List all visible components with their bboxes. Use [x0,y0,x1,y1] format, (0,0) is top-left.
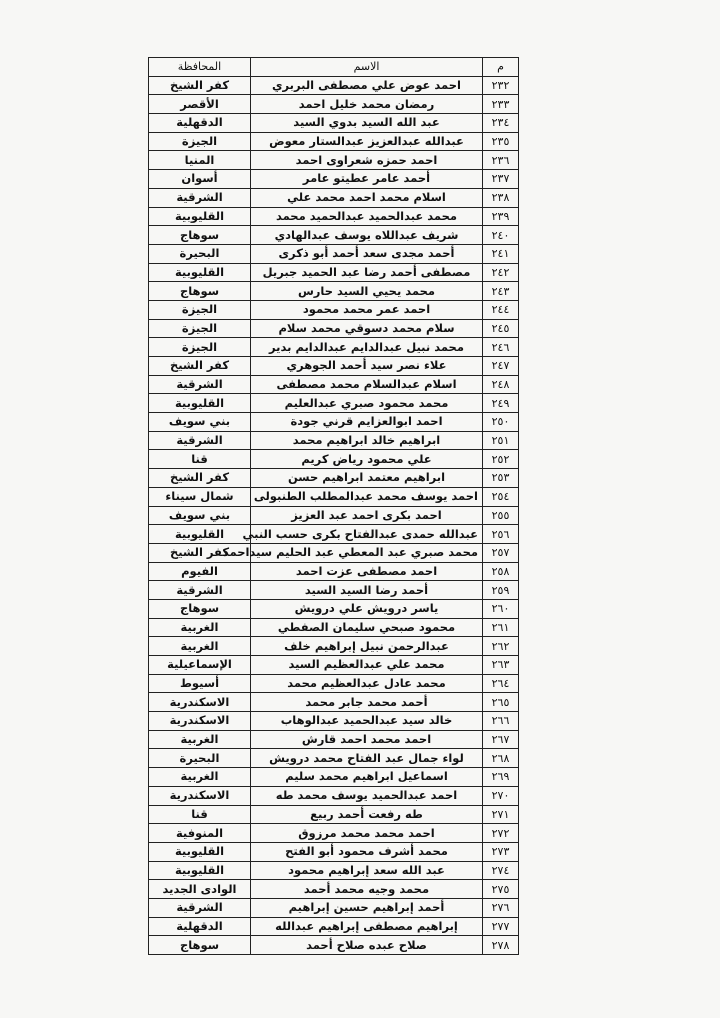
table-row [149,76,519,95]
row-name: لواء جمال عبد الفتاح محمد درويش [251,749,483,768]
table-row [149,114,519,133]
table-row [149,674,519,693]
row-number: ٢٣٨ [483,188,519,207]
row-name: احمد عمر محمد محمود [251,300,483,319]
row-number: ٢٧٧ [483,917,519,936]
table-row [149,936,519,955]
table-row [149,263,519,282]
table-header-row [149,58,519,77]
row-number: ٢٤١ [483,244,519,263]
row-name: اسلام محمد احمد محمد علي [251,188,483,207]
table-row [149,656,519,675]
row-governorate: أسوان [149,170,251,189]
row-name: محمد عبدالحميد عبدالحميد محمد [251,207,483,226]
table-row [149,637,519,656]
row-number: ٢٧٣ [483,842,519,861]
row-governorate: البحيرة [149,749,251,768]
row-governorate: القليوبية [149,394,251,413]
row-number: ٢٥١ [483,431,519,450]
row-governorate: الشرقية [149,375,251,394]
row-governorate: بني سويف [149,413,251,432]
table-row [149,543,519,562]
table-row [149,450,519,469]
row-name: محمد وجيه محمد أحمد [251,880,483,899]
row-number: ٢٥٧ [483,543,519,562]
row-number: ٢٦١ [483,618,519,637]
row-name: أحمد مجدى سعد أحمد أبو ذكرى [251,244,483,263]
table-row [149,170,519,189]
row-governorate: سوهاج [149,599,251,618]
row-governorate: البحيرة [149,244,251,263]
row-governorate: الفيوم [149,562,251,581]
table-row [149,506,519,525]
row-governorate: الأقصر [149,95,251,114]
row-number: ٢٥٣ [483,469,519,488]
row-governorate: الغربية [149,730,251,749]
table-row [149,898,519,917]
row-governorate: الاسكندرية [149,693,251,712]
table-row [149,693,519,712]
row-governorate: القليوبية [149,525,251,544]
row-governorate: القليوبية [149,263,251,282]
row-number: ٢٦٠ [483,599,519,618]
row-governorate: الجيزة [149,300,251,319]
row-name: احمد حمزه شعراوى احمد [251,151,483,170]
row-governorate: قنا [149,805,251,824]
row-name: احمد مصطفى عزت احمد [251,562,483,581]
row-number: ٢٣٦ [483,151,519,170]
row-name: احمد عوض علي مصطفى البربري [251,76,483,95]
row-governorate: القليوبية [149,861,251,880]
table-row [149,861,519,880]
row-number: ٢٦٦ [483,712,519,731]
table-row [149,487,519,506]
row-governorate: الاسكندرية [149,786,251,805]
row-name: شريف عبداللاه يوسف عبدالهادي [251,226,483,245]
row-name: خالد سيد عبدالحميد عبدالوهاب [251,712,483,731]
row-name: عبد الله سعد إبراهيم محمود [251,861,483,880]
row-number: ٢٤٢ [483,263,519,282]
row-name: عبدالله حمدى عبدالفتاح بكرى حسب النبي [251,525,483,544]
row-number: ٢٣٧ [483,170,519,189]
row-governorate: الإسماعيلية [149,656,251,675]
row-name: محمد يحيي السيد حارس [251,282,483,301]
table-row [149,880,519,899]
row-number: ٢٦٥ [483,693,519,712]
row-number: ٢٧١ [483,805,519,824]
row-governorate: القليوبية [149,207,251,226]
row-governorate: سوهاج [149,282,251,301]
row-number: ٢٧٦ [483,898,519,917]
row-number: ٢٥٢ [483,450,519,469]
row-number: ٢٥٥ [483,506,519,525]
row-name: سلام محمد دسوقي محمد سلام [251,319,483,338]
row-number: ٢٥٨ [483,562,519,581]
row-name: محمد نبيل عبدالدايم عبدالدايم بدير [251,338,483,357]
row-governorate: سوهاج [149,226,251,245]
table-row [149,244,519,263]
row-number: ٢٦٩ [483,768,519,787]
row-name: أحمد عامر عطيتو عامر [251,170,483,189]
table-row [149,786,519,805]
table-row [149,768,519,787]
row-name: احمد محمد محمد مرزوق [251,824,483,843]
row-governorate: كفر الشيخ [149,76,251,95]
header-name: الاسم [251,58,483,77]
row-governorate: الدقهلية [149,917,251,936]
row-governorate: المنيا [149,151,251,170]
row-number: ٢٥٦ [483,525,519,544]
row-number: ٢٦٣ [483,656,519,675]
table-row [149,749,519,768]
row-name: ابراهيم خالد ابراهيم محمد [251,431,483,450]
row-governorate: الشرقية [149,188,251,207]
table-row [149,618,519,637]
row-name: علي محمود رياض كريم [251,450,483,469]
row-number: ٢٤٦ [483,338,519,357]
row-governorate: كفر الشيخ [149,357,251,376]
row-name: إبراهيم مصطفى إبراهيم عبدالله [251,917,483,936]
row-number: ٢٦٨ [483,749,519,768]
row-governorate: أسيوط [149,674,251,693]
row-name: احمد بكرى احمد عبد العزيز [251,506,483,525]
row-governorate: الشرقية [149,431,251,450]
row-governorate: قنا [149,450,251,469]
table-row [149,805,519,824]
row-number: ٢٧٤ [483,861,519,880]
table-row [149,151,519,170]
table-row [149,319,519,338]
table-row [149,581,519,600]
table-row [149,469,519,488]
row-name: محمود صبحي سليمان الصفطي [251,618,483,637]
row-governorate: كفر الشيخ [149,543,251,562]
row-name: مصطفى أحمد رضا عبد الحميد جبريل [251,263,483,282]
row-number: ٢٤٥ [483,319,519,338]
table-row [149,300,519,319]
table-row [149,226,519,245]
row-governorate: الدقهلية [149,114,251,133]
table-row [149,132,519,151]
row-name: عبدالرحمن نبيل إبراهيم خلف [251,637,483,656]
row-number: ٢٤٧ [483,357,519,376]
row-number: ٢٧٨ [483,936,519,955]
row-number: ٢٦٧ [483,730,519,749]
row-name: اسماعيل ابراهيم محمد سليم [251,768,483,787]
row-number: ٢٦٢ [483,637,519,656]
row-number: ٢٣٥ [483,132,519,151]
table-row [149,730,519,749]
row-number: ٢٣٩ [483,207,519,226]
table-row [149,188,519,207]
row-name: محمد محمود صبري عبدالعليم [251,394,483,413]
table-body [149,76,519,954]
row-governorate: الغربية [149,618,251,637]
row-name: احمد ابوالعزايم قرني جودة [251,413,483,432]
table-row [149,599,519,618]
table-row [149,338,519,357]
row-governorate: الغربية [149,637,251,656]
row-governorate: المنوفية [149,824,251,843]
table-row [149,431,519,450]
row-name: علاء نصر سيد أحمد الجوهري [251,357,483,376]
row-name: محمد عادل عبدالعظيم محمد [251,674,483,693]
row-number: ٢٥٤ [483,487,519,506]
table-row [149,95,519,114]
row-name: اسلام عبدالسلام محمد مصطفى [251,375,483,394]
header-governorate: المحافظة [149,58,251,77]
row-number: ٢٤٩ [483,394,519,413]
row-name: محمد صبري عبد المعطي عبد الحليم سيداحمد [251,543,483,562]
table-row [149,357,519,376]
row-governorate: الجيزة [149,338,251,357]
row-name: ابراهيم معتمد ابراهيم حسن [251,469,483,488]
table-row [149,712,519,731]
row-name: صلاح عبده صلاح أحمد [251,936,483,955]
table-row [149,282,519,301]
row-name: رمضان محمد خليل احمد [251,95,483,114]
row-governorate: الاسكندرية [149,712,251,731]
row-number: ٢٦٤ [483,674,519,693]
row-governorate: الشرقية [149,581,251,600]
row-governorate: بني سويف [149,506,251,525]
row-name: أحمد رضا السيد السيد [251,581,483,600]
table-row [149,413,519,432]
row-number: ٢٤٤ [483,300,519,319]
row-governorate: كفر الشيخ [149,469,251,488]
row-name: عبد الله السيد بدوي السيد [251,114,483,133]
row-name: عبدالله عبدالعزيز عبدالستار معوض [251,132,483,151]
row-name: محمد أشرف محمود أبو الفتح [251,842,483,861]
row-governorate: الوادى الجديد [149,880,251,899]
table-row [149,917,519,936]
table-row [149,394,519,413]
row-number: ٢٣٢ [483,76,519,95]
names-table [148,57,519,955]
row-name: احمد يوسف محمد عبدالمطلب الطنبولى [251,487,483,506]
row-name: ياسر درويش علي درويش [251,599,483,618]
row-name: طه رفعت أحمد ربيع [251,805,483,824]
row-governorate: سوهاج [149,936,251,955]
row-number: ٢٣٤ [483,114,519,133]
row-name: احمد عبدالحميد يوسف محمد طه [251,786,483,805]
row-number: ٢٧٥ [483,880,519,899]
row-governorate: الغربية [149,768,251,787]
row-number: ٢٧٢ [483,824,519,843]
table-row [149,375,519,394]
row-name: أحمد إبراهيم حسين إبراهيم [251,898,483,917]
row-name: احمد محمد احمد قارش [251,730,483,749]
row-number: ٢٤٣ [483,282,519,301]
table-row [149,207,519,226]
header-number: م [483,58,519,77]
row-number: ٢٥٠ [483,413,519,432]
table-row [149,562,519,581]
table-row [149,842,519,861]
row-name: أحمد محمد جابر محمد [251,693,483,712]
row-governorate: شمال سيناء [149,487,251,506]
row-number: ٢٧٠ [483,786,519,805]
table-row [149,525,519,544]
row-number: ٢٤٠ [483,226,519,245]
row-name: محمد علي عبدالعظيم السيد [251,656,483,675]
row-number: ٢٤٨ [483,375,519,394]
row-governorate: القليوبية [149,842,251,861]
table-row [149,824,519,843]
row-number: ٢٣٣ [483,95,519,114]
row-governorate: الشرقية [149,898,251,917]
row-governorate: الجيزة [149,132,251,151]
row-governorate: الجيزة [149,319,251,338]
row-number: ٢٥٩ [483,581,519,600]
